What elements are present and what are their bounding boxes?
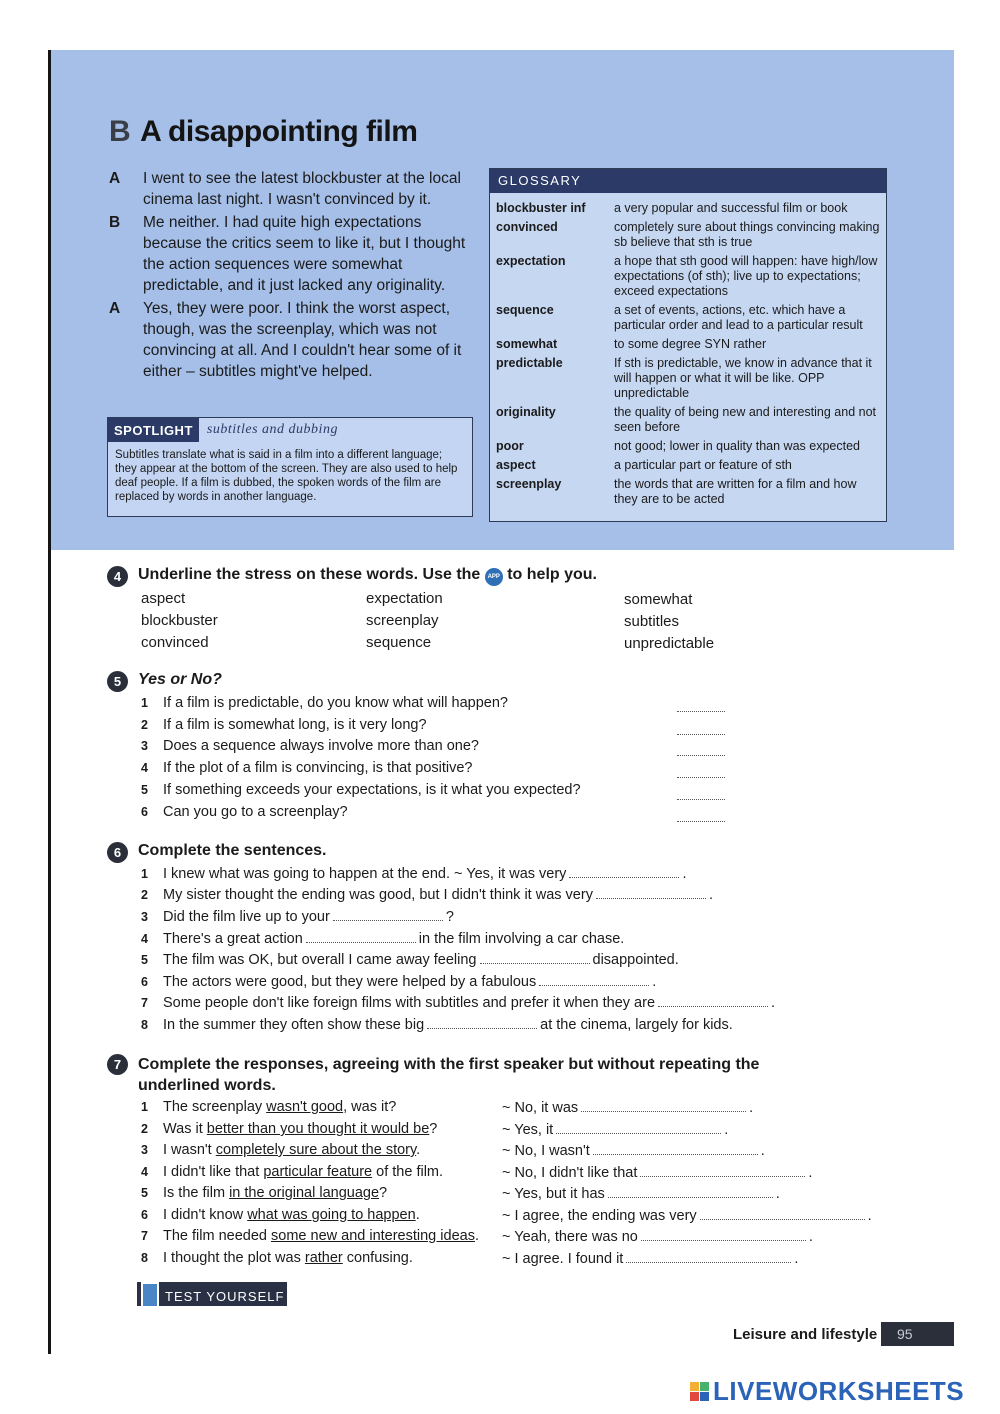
answer-blank[interactable] — [608, 1197, 773, 1198]
underlined-phrase: completely sure about the story — [215, 1142, 417, 1158]
speaker: B — [109, 214, 121, 231]
instruction-text: Complete the responses, agreeing with the first speaker but without repeating the — [138, 1056, 760, 1073]
speaker: A — [109, 170, 121, 187]
prompt-text: of the film. — [376, 1164, 444, 1180]
item-number: 4 — [141, 761, 148, 775]
sentence-item — [141, 887, 713, 903]
response-end: . — [867, 1208, 872, 1224]
prompt-item — [141, 1207, 420, 1223]
glossary-entry — [490, 439, 886, 454]
prompt-text: ? — [379, 1185, 388, 1201]
prompt-text: I thought the plot was — [163, 1250, 301, 1266]
prompt-text: The film needed — [163, 1228, 267, 1244]
answer-blank[interactable] — [569, 877, 679, 878]
response-text: ~ Yeah, there was no — [502, 1229, 638, 1245]
item-number: 3 — [141, 910, 148, 924]
glossary-entry — [490, 201, 886, 216]
spotlight-header — [108, 418, 472, 442]
sentence-text: disappointed. — [592, 952, 679, 968]
sentence-text: . — [708, 887, 713, 903]
response-item — [502, 1208, 872, 1224]
glossary-entry — [490, 337, 886, 352]
question-item — [141, 738, 479, 754]
notebook-icon — [141, 1282, 159, 1308]
sentence-text: In the summer they often show these big — [163, 1017, 425, 1033]
exercise-instruction: Complete the sentences. — [138, 842, 327, 859]
sentence-text: The actors were good, but they were helped by a fabulous — [163, 974, 537, 990]
instruction-text: to help you. — [507, 566, 597, 583]
response-end: . — [775, 1186, 780, 1202]
underlined-phrase: better than you thought it would be — [206, 1121, 430, 1137]
question-text: If a film is somewhat long, is it very long? — [163, 717, 427, 733]
prompt-text: The screenplay — [163, 1099, 263, 1115]
response-item — [502, 1100, 753, 1116]
answer-blank[interactable] — [700, 1219, 865, 1220]
glossary-term: predictable — [496, 356, 563, 370]
exercise-instruction — [138, 1054, 759, 1096]
word: aspect — [141, 590, 186, 607]
prompt-text: I didn't know — [163, 1207, 244, 1223]
glossary-term: aspect — [496, 458, 536, 472]
test-yourself-label: TEST YOURSELF — [165, 1289, 285, 1304]
response-item — [502, 1229, 813, 1245]
item-number: 2 — [141, 718, 148, 732]
question-text: If something exceeds your expectations, is it what you expected? — [163, 782, 581, 798]
response-text: ~ No, I didn't like that — [502, 1165, 638, 1181]
item-number: 1 — [141, 867, 148, 881]
answer-blank[interactable] — [480, 963, 590, 964]
dialogue-turn — [109, 168, 479, 210]
glossary-definition: completely sure about things convincing making sb believe that sth is true — [614, 220, 880, 249]
item-number: 6 — [141, 1208, 148, 1222]
vocabulary-panel — [51, 50, 954, 550]
dialogue-text: Yes, they were poor. I think the worst aspect, though, was the screenplay, which was not convincing at all. And I couldn't hear some of it either – subtitles might've helped. — [143, 300, 462, 380]
prompt-text: , was it? — [343, 1099, 397, 1115]
item-number: 2 — [141, 888, 148, 902]
prompt-item — [141, 1164, 443, 1180]
glossary-entry — [490, 405, 886, 435]
response-end: . — [808, 1165, 813, 1181]
section-heading: A disappointing film — [140, 115, 418, 148]
sentence-item — [141, 931, 624, 947]
prompt-text: . — [415, 1207, 420, 1223]
response-end: . — [749, 1100, 754, 1116]
glossary-entry — [490, 220, 886, 250]
item-number: 2 — [141, 1122, 148, 1136]
sentence-text: . — [682, 866, 687, 882]
glossary-header: GLOSSARY — [490, 169, 886, 193]
glossary-term: expectation — [496, 254, 566, 268]
answer-blank[interactable] — [556, 1133, 721, 1134]
spotlight-label: SPOTLIGHT — [114, 422, 193, 438]
item-number: 6 — [141, 975, 148, 989]
section-letter: B — [109, 115, 131, 148]
exercise-4 — [107, 566, 807, 656]
item-number: 1 — [141, 1100, 148, 1114]
question-item — [141, 695, 508, 711]
glossary-term: blockbuster inf — [496, 201, 586, 215]
underlined-phrase: wasn't good — [266, 1099, 344, 1115]
glossary-term: originality — [496, 405, 556, 419]
answer-blank[interactable] — [539, 985, 649, 986]
glossary-term: screenplay — [496, 477, 562, 491]
prompt-item — [141, 1142, 420, 1158]
prompt-text: Was it — [163, 1121, 203, 1137]
exercise-instruction: Yes or No? — [138, 671, 222, 688]
glossary-definition: a particular part or feature of sth — [614, 458, 792, 472]
prompt-item — [141, 1250, 413, 1266]
speaker: A — [109, 300, 121, 317]
exercise-number: 4 — [107, 566, 128, 587]
spotlight-body: Subtitles translate what is said in a film into a different language; they appear at the bottom of the screen. They are also used to help deaf people. If a film is dubbed, the spoken words of the film are replaced by words in another language. — [115, 449, 458, 503]
word: convinced — [141, 634, 209, 651]
prompt-text: I didn't like that — [163, 1164, 260, 1180]
answer-blank[interactable] — [306, 942, 416, 943]
sentence-text: There's a great action — [163, 931, 303, 947]
glossary-term: convinced — [496, 220, 558, 234]
answer-blank[interactable] — [581, 1111, 746, 1112]
item-number: 7 — [141, 1229, 148, 1243]
question-text: Does a sequence always involve more than one? — [163, 738, 479, 754]
glossary-definition: to some degree SYN rather — [614, 337, 767, 351]
answer-blank[interactable] — [677, 777, 725, 778]
test-yourself-banner[interactable] — [137, 1282, 287, 1306]
prompt-item — [141, 1121, 437, 1137]
word: screenplay — [366, 612, 439, 629]
question-item — [141, 760, 472, 776]
item-number: 5 — [141, 1186, 148, 1200]
item-number: 5 — [141, 783, 148, 797]
sentence-item — [141, 909, 454, 925]
glossary-entry — [490, 477, 886, 507]
response-text: ~ Yes, it — [502, 1122, 554, 1138]
word: sequence — [366, 634, 432, 651]
prompt-text: confusing. — [346, 1250, 413, 1266]
exercise-7 — [107, 1054, 957, 1269]
response-item — [502, 1165, 812, 1181]
glossary-term: sequence — [496, 303, 554, 317]
watermark-text: LIVEWORKSHEETS — [713, 1375, 965, 1406]
answer-blank[interactable] — [658, 1006, 768, 1007]
instruction-text: underlined words. — [138, 1077, 276, 1094]
response-end: . — [724, 1122, 729, 1138]
answer-blank[interactable] — [596, 898, 706, 899]
response-item — [502, 1122, 728, 1138]
glossary-definition: If sth is predictable, we know in advance that it will happen or what it will be like. OPP unpredictable — [614, 356, 872, 400]
question-item — [141, 782, 581, 798]
word: somewhat — [624, 591, 693, 608]
word: subtitles — [624, 613, 680, 630]
sentence-text: . — [652, 974, 657, 990]
response-text: ~ I agree. I found it — [502, 1251, 624, 1267]
item-number: 4 — [141, 932, 148, 946]
answer-blank[interactable] — [677, 799, 725, 800]
prompt-item — [141, 1099, 396, 1115]
dialogue — [109, 168, 479, 384]
sentence-item — [141, 995, 775, 1011]
glossary-definition: the quality of being new and interesting and not seen before — [614, 405, 876, 434]
sentence-item — [141, 952, 679, 968]
sentence-text: . — [771, 995, 776, 1011]
answer-blank[interactable] — [677, 734, 725, 735]
question-text: Can you go to a screenplay? — [163, 804, 348, 820]
answer-blank[interactable] — [626, 1262, 791, 1263]
answer-blank[interactable] — [333, 920, 443, 921]
sentence-text: Some people don't like foreign films with subtitles and prefer it when they are — [163, 995, 656, 1011]
glossary-entry — [490, 254, 886, 299]
response-text: ~ Yes, but it has — [502, 1186, 605, 1202]
answer-blank[interactable] — [427, 1028, 537, 1029]
exercise-number: 7 — [107, 1054, 128, 1075]
app-icon: APP — [485, 568, 503, 586]
sentence-text: I knew what was going to happen at the end. ~ Yes, it was very — [163, 866, 567, 882]
glossary-definition: the words that are written for a film and how they are to be acted — [614, 477, 857, 506]
item-number: 8 — [141, 1251, 148, 1265]
glossary-term: somewhat — [496, 337, 558, 351]
glossary-definition: not good; lower in quality than was expected — [614, 439, 860, 453]
word: expectation — [366, 590, 443, 607]
item-number: 1 — [141, 696, 148, 710]
word-column — [366, 588, 443, 654]
workbook-page — [48, 50, 954, 1354]
answer-blank[interactable] — [677, 711, 725, 712]
exercise-instruction — [138, 566, 597, 586]
underlined-phrase: in the original language — [229, 1185, 380, 1201]
prompt-text: ? — [429, 1121, 438, 1137]
dialogue-turn — [109, 298, 479, 382]
answer-blank[interactable] — [677, 755, 725, 756]
item-number: 7 — [141, 996, 148, 1010]
sentence-item — [141, 866, 686, 882]
spotlight-box — [107, 417, 473, 517]
sentence-text: Did the film live up to your — [163, 909, 330, 925]
glossary-term: poor — [496, 439, 524, 453]
response-text: ~ No, it was — [502, 1100, 579, 1116]
prompt-text: . — [416, 1142, 421, 1158]
word-column — [141, 588, 218, 654]
response-end: . — [760, 1143, 765, 1159]
item-number: 4 — [141, 1165, 148, 1179]
section-title — [109, 115, 417, 149]
exercise-number: 5 — [107, 671, 128, 692]
question-item — [141, 804, 348, 820]
response-item — [502, 1251, 798, 1267]
glossary-entry — [490, 458, 886, 473]
glossary-entry — [490, 303, 886, 333]
item-number: 3 — [141, 739, 148, 753]
underlined-phrase: particular feature — [263, 1164, 373, 1180]
sentence-text: The film was OK, but overall I came away feeling — [163, 952, 477, 968]
response-text: ~ No, I wasn't — [502, 1143, 590, 1159]
glossary-box — [489, 168, 887, 522]
sentence-text: at the cinema, largely for kids. — [540, 1017, 733, 1033]
dialogue-text: I went to see the latest blockbuster at the local cinema last night. I wasn't convinced by it. — [143, 170, 461, 208]
glossary-definition: a very popular and successful film or book — [614, 201, 848, 215]
item-number: 6 — [141, 805, 148, 819]
prompt-item — [141, 1228, 479, 1244]
prompt-text: Is the film — [163, 1185, 226, 1201]
word: unpredictable — [624, 635, 715, 652]
response-item — [502, 1143, 765, 1159]
footer-section-title: Leisure and lifestyle — [733, 1326, 878, 1343]
exercise-5 — [107, 671, 807, 831]
sentence-item — [141, 1017, 733, 1033]
glossary-definition: a hope that sth good will happen: have high/low expectations (of sth); live up to expectations; exceed expectations — [614, 254, 878, 298]
sentence-text: My sister thought the ending was good, but I didn't think it was very — [163, 887, 593, 903]
page-number: 95 — [881, 1322, 954, 1346]
item-number: 8 — [141, 1018, 148, 1032]
exercise-6 — [107, 842, 807, 1042]
spotlight-topic: subtitles and dubbing — [199, 418, 472, 442]
glossary-entry — [490, 356, 886, 401]
question-text: If the plot of a film is convincing, is that positive? — [163, 760, 473, 776]
instruction-text: Underline the stress on these words. Use the — [138, 566, 481, 583]
prompt-text: I wasn't — [163, 1142, 212, 1158]
word: blockbuster — [141, 612, 218, 629]
response-end: . — [808, 1229, 813, 1245]
response-end: . — [794, 1251, 799, 1267]
exercise-number: 6 — [107, 842, 128, 863]
question-text: If a film is predictable, do you know what will happen? — [163, 695, 508, 711]
underlined-phrase: what was going to happen — [247, 1207, 416, 1223]
item-number: 5 — [141, 953, 148, 967]
sentence-text: ? — [445, 909, 454, 925]
sentence-item — [141, 974, 656, 990]
dialogue-text: Me neither. I had quite high expectations because the critics seem to like it, but I thought the action sequences were somewhat predictable, and it just lacked any originality. — [143, 214, 466, 294]
prompt-item — [141, 1185, 387, 1201]
response-item — [502, 1186, 780, 1202]
answer-blank[interactable] — [677, 821, 725, 822]
item-number: 3 — [141, 1143, 148, 1157]
underlined-phrase: some new and interesting ideas — [271, 1228, 475, 1244]
liveworksheets-logo-icon — [690, 1382, 709, 1401]
glossary-definition: a set of events, actions, etc. which have a particular order and lead to a particular result — [614, 303, 863, 332]
response-text: ~ I agree, the ending was very — [502, 1208, 697, 1224]
answer-blank[interactable] — [640, 1176, 805, 1177]
underlined-phrase: rather — [304, 1250, 343, 1266]
word-column — [624, 589, 714, 655]
answer-blank[interactable] — [641, 1240, 806, 1241]
question-item — [141, 717, 427, 733]
prompt-text: . — [474, 1228, 479, 1244]
answer-blank[interactable] — [593, 1154, 758, 1155]
liveworksheets-watermark — [690, 1375, 964, 1407]
sentence-text: in the film involving a car chase. — [418, 931, 625, 947]
dialogue-turn — [109, 212, 479, 296]
